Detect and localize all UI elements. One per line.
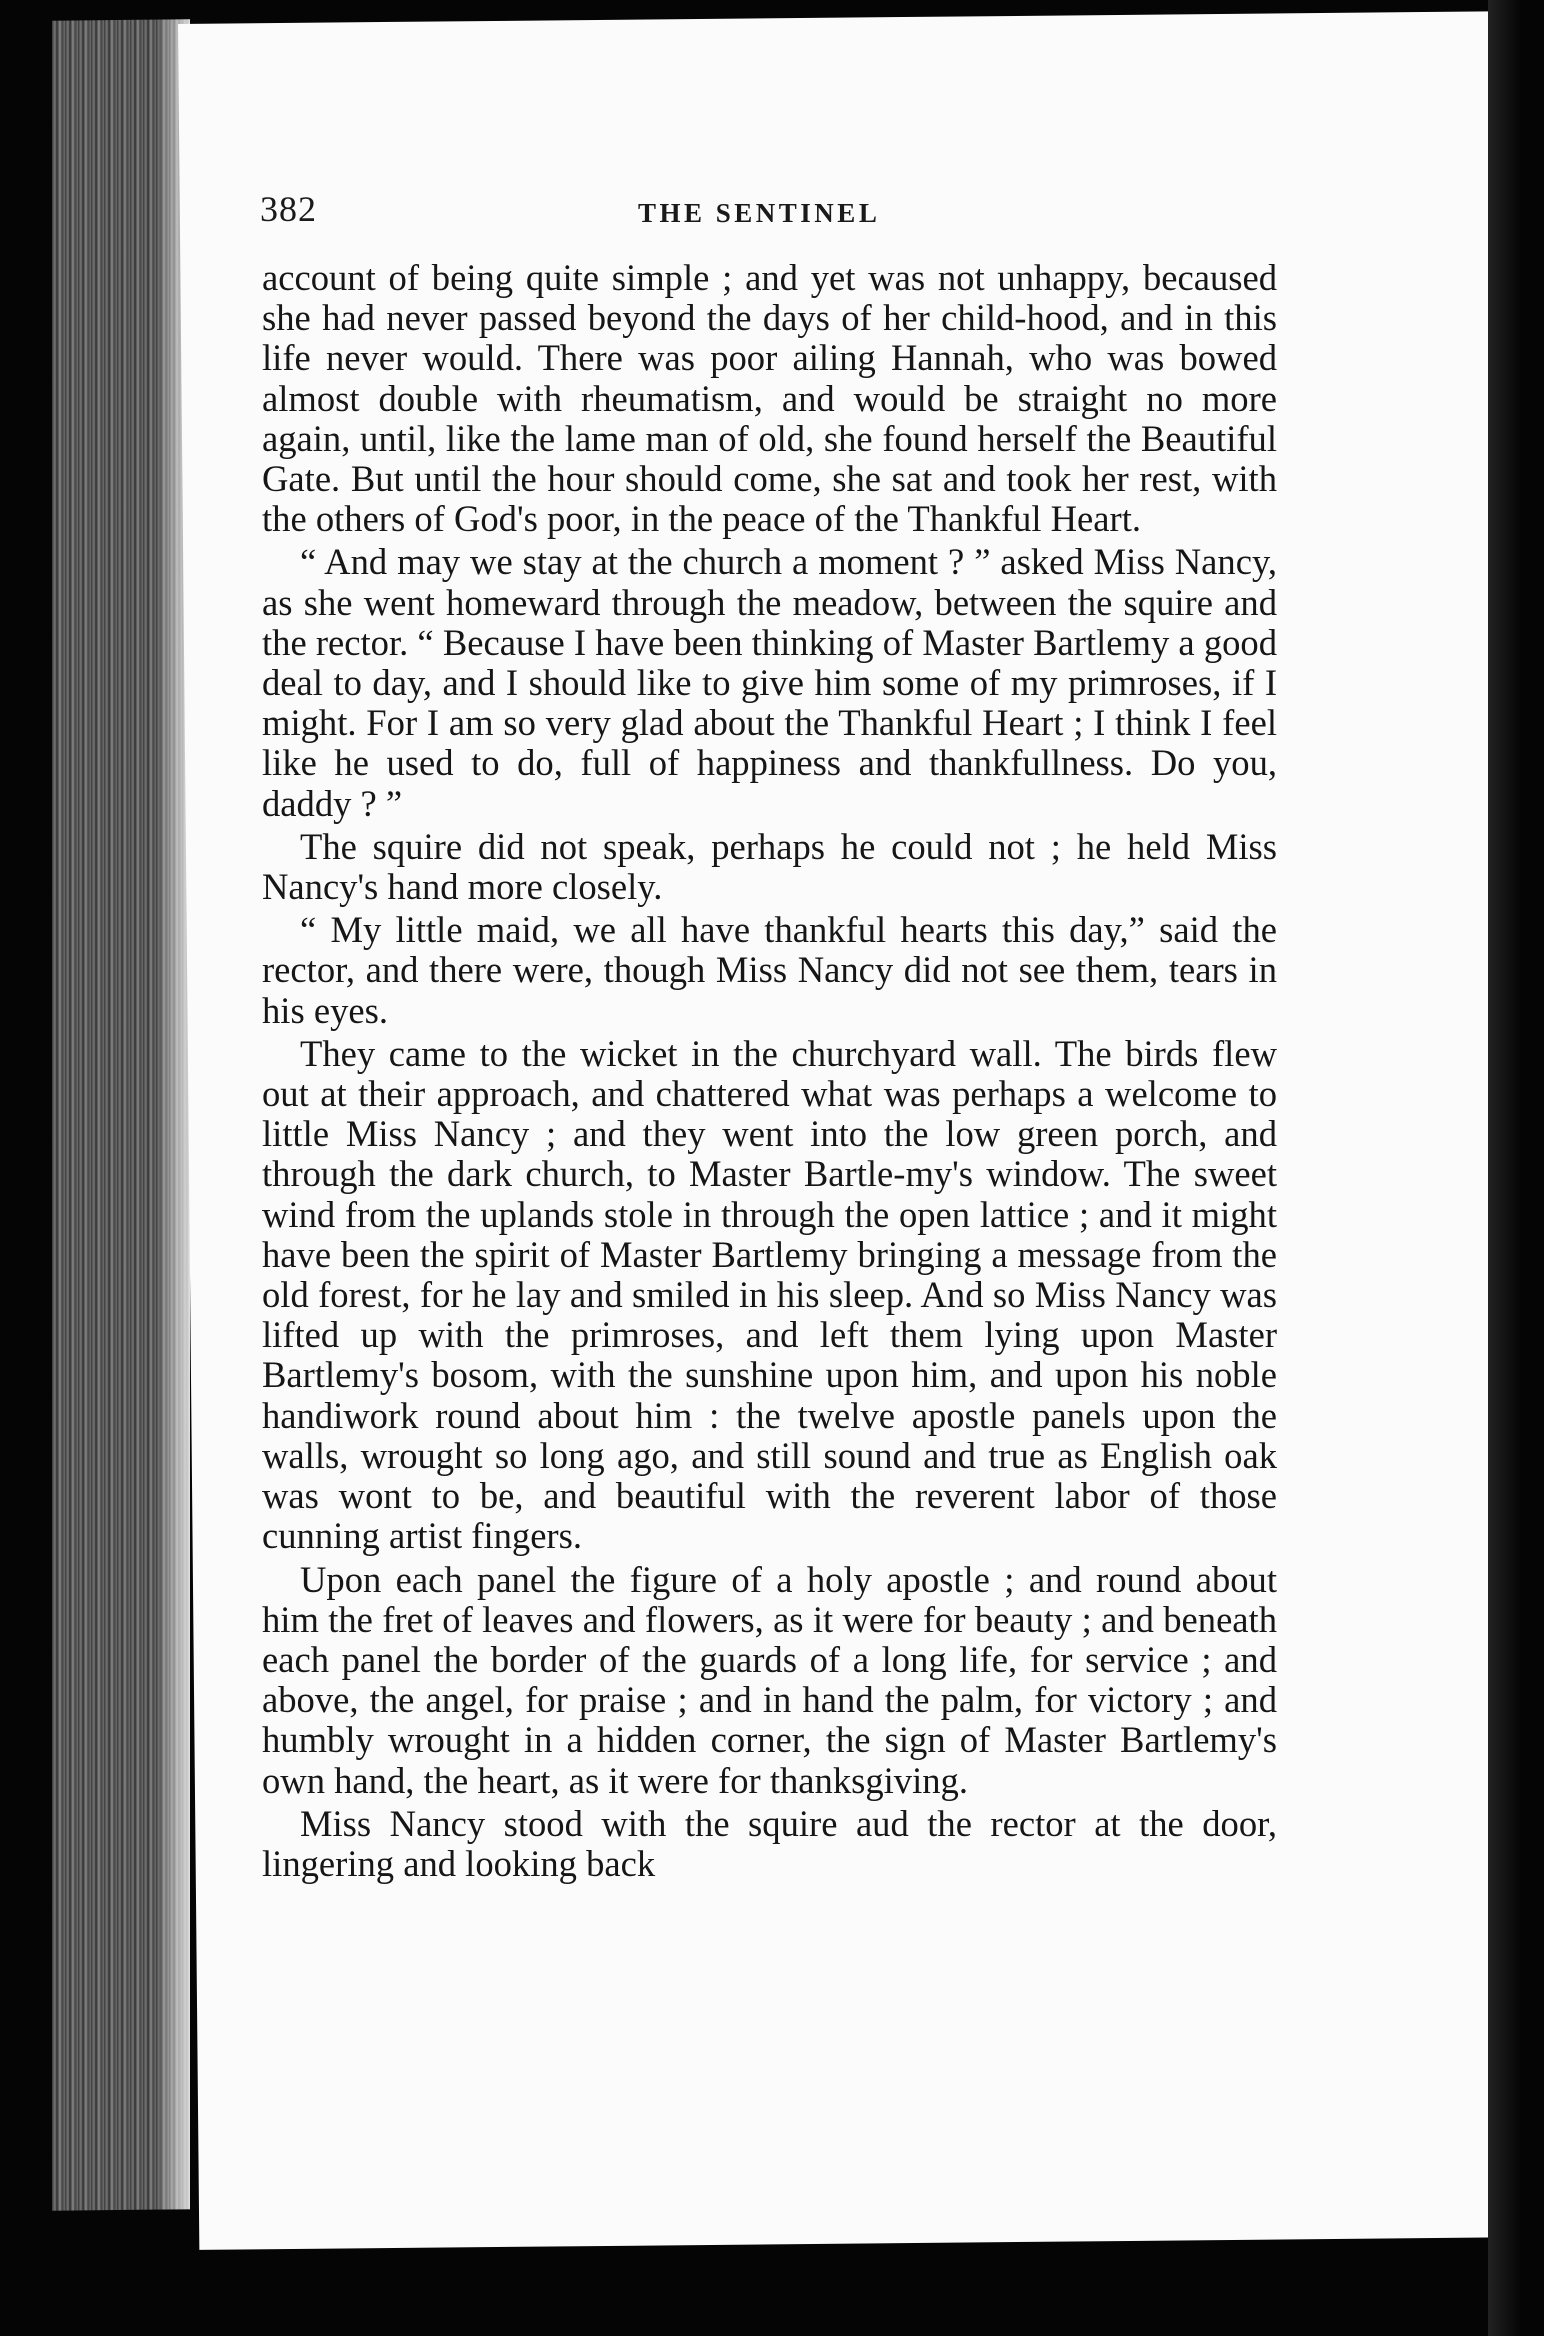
- paragraph: “ And may we stay at the church a moment ? ” asked Miss Nancy, as she went homeward through the meadow, between the squire and the rector. “ Because I have been thinking of Master Bartlemy a good deal to day, and I should like to give him some of my primroses, if I might. For I am so very glad about the Thankful Heart ; I think I feel like he used to do, full of happiness and thankfullness. Do you, daddy ? ”: [262, 541, 1277, 824]
- running-head: [260, 188, 1060, 248]
- paragraph: The squire did not speak, perhaps he could not ; he held Miss Nancy's hand more closely.: [262, 825, 1277, 908]
- paragraph: They came to the wicket in the churchyard wall. The birds flew out at their approach, and chattered what was perhaps a welcome to little Miss Nancy ; and they went into the low green porch, and through the dark church, to Master Bartle-my's window. The sweet wind from the uplands stole in through the open lattice ; and it might have been the spirit of Master Bartlemy bringing a message from the old forest, for he lay and smiled in his sleep. And so Miss Nancy was lifted up with the primroses, and left them lying upon Master Bartlemy's bosom, with the sunshine upon him, and upon his noble handiwork round about him : the twelve apostle panels upon the walls, wrought so long ago, and still sound and true as English oak was wont to be, and beautiful with the reverent labor of those cunning artist fingers.: [262, 1032, 1277, 1557]
- paragraph: “ My little maid, we all have thankful hearts this day,” said the rector, and there were, though Miss Nancy did not see them, tears in his eyes.: [262, 909, 1277, 1031]
- binding-shadow: [1488, 0, 1544, 2336]
- running-title: THE SENTINEL: [638, 198, 881, 228]
- paragraph: Miss Nancy stood with the squire aud the rector at the door, lingering and looking back: [262, 1802, 1277, 1884]
- page-number: 382: [260, 189, 317, 229]
- paragraph: Upon each panel the figure of a holy apostle ; and round about him the fret of leaves and flowers, as it were for beauty ; and beneath each panel the border of the guards of a long life, for service ; and above, the angel, for praise ; and in hand the palm, for victory ; and humbly wrought in a hidden corner, the sign of Master Bartlemy's own hand, the heart, as it were for thanksgiving.: [262, 1558, 1277, 1801]
- book-page-edges: [52, 19, 190, 2210]
- body-text: [262, 258, 1277, 1887]
- paragraph: account of being quite simple ; and yet was not unhappy, becaused she had never passed beyond the days of her child-hood, and in this life never would. There was poor ailing Hannah, who was bowed almost double with rheumatism, and would be straight no more again, until, like the lame man of old, she found herself the Beautiful Gate. But until the hour should come, she sat and took her rest, with the others of God's poor, in the peace of the Thankful Heart.: [262, 257, 1277, 540]
